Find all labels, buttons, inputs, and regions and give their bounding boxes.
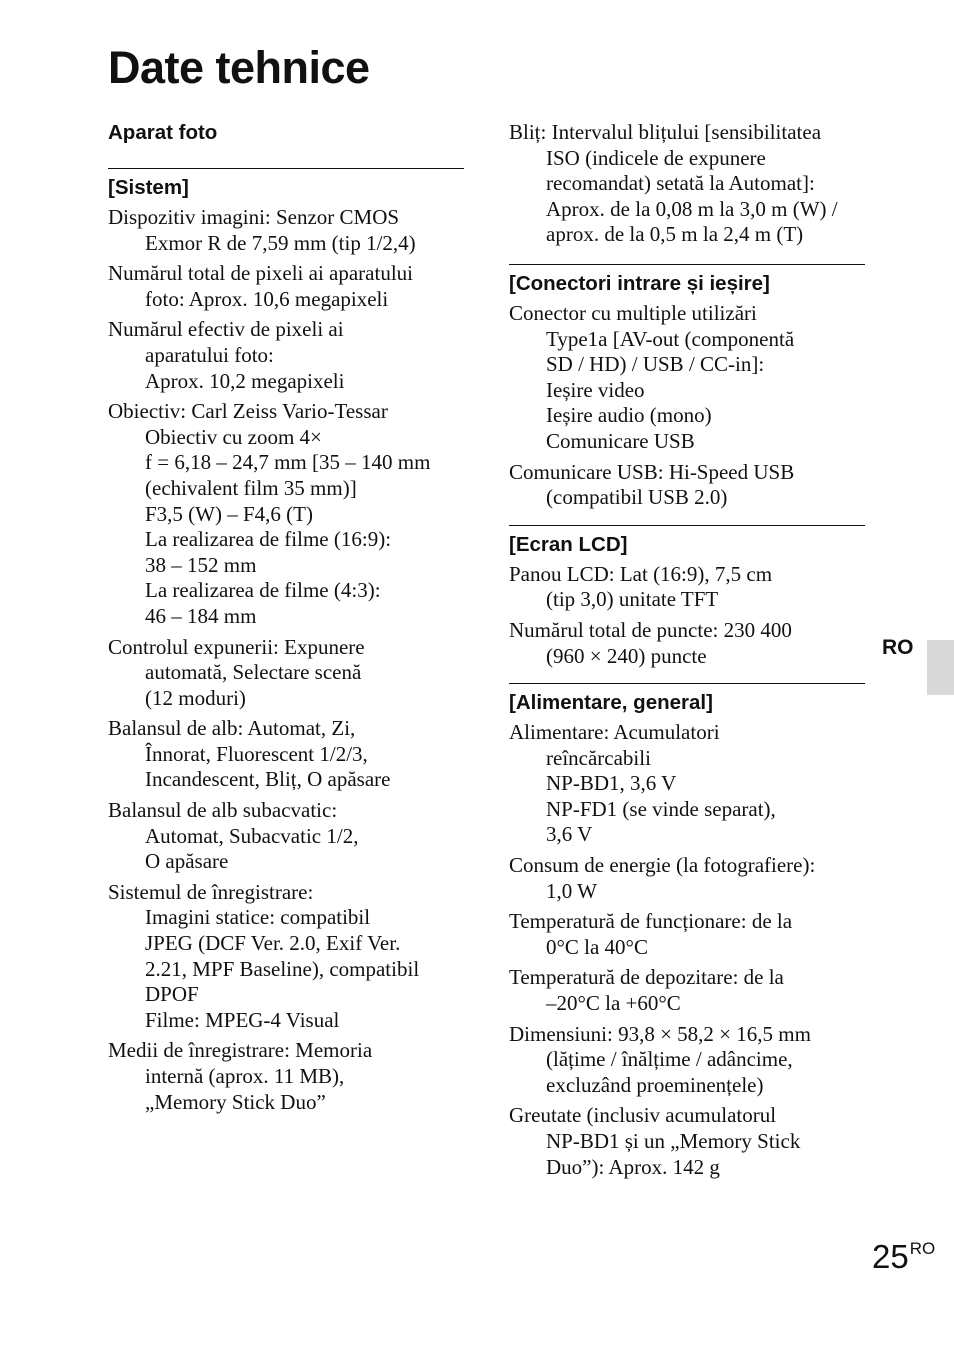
language-tab-marker (927, 640, 954, 695)
spec-list (509, 562, 865, 669)
spec-item-detail: excluzând proeminențele) (546, 1072, 764, 1097)
section-conectori (509, 264, 865, 511)
spec-item-detail: SD / HD) / USB / CC-in]: (546, 352, 765, 377)
spec-item (108, 880, 464, 1034)
spec-item-label: Conector cu multiple utilizări (509, 300, 757, 325)
spec-item (108, 635, 464, 712)
spec-item-detail: Ieșire audio (mono) (546, 403, 712, 428)
spec-item (509, 909, 865, 960)
spec-item-label: Temperatură de funcționare: de la (509, 909, 793, 934)
spec-item (108, 261, 464, 312)
spec-item-label: Alimentare: Acumulatori (509, 720, 720, 745)
spec-list (509, 301, 865, 511)
spec-item-detail: 0°C la 40°C (546, 934, 648, 959)
spec-item-detail: DPOF (145, 982, 199, 1007)
language-tab-label: RO (882, 636, 914, 659)
section-heading-sistem: [Sistem] (108, 168, 464, 201)
spec-item-label: Temperatură de depozitare: de la (509, 965, 784, 990)
spec-item-detail: JPEG (DCF Ver. 2.0, Exif Ver. (145, 931, 401, 956)
spec-list (509, 720, 865, 1180)
spec-item-label: Obiectiv: Carl Zeiss Vario-Tessar (108, 399, 388, 424)
spec-item-detail: aparatului foto: (145, 342, 274, 367)
spec-item-detail: Type1a [AV-out (componentă (546, 326, 795, 351)
spec-item-label: Balansul de alb: Automat, Zi, (108, 716, 356, 741)
section-lcd (509, 525, 865, 669)
spec-item-detail: internă (aprox. 11 MB), (145, 1064, 345, 1088)
spec-item-detail: aprox. de la 0,5 m la 2,4 m (T) (546, 222, 804, 247)
spec-item-detail: (12 moduri) (145, 685, 246, 710)
spec-item-label: Consum de energie (la fotografiere): (509, 853, 816, 878)
spec-item-detail: (compatibil USB 2.0) (546, 485, 728, 510)
spec-item (108, 399, 464, 629)
spec-item-detail: Obiectiv cu zoom 4× (145, 424, 322, 449)
spec-item (509, 965, 865, 1016)
spec-item-label: Panou LCD: Lat (16:9), 7,5 cm (509, 561, 773, 586)
spec-item-detail: „Memory Stick Duo” (145, 1089, 326, 1114)
spec-item-detail: (lățime / înălțime / adâncime, (546, 1047, 793, 1072)
spec-item-detail: f = 6,18 – 24,7 mm [35 – 140 mm (145, 450, 431, 475)
spec-item-detail: O apăsare (145, 849, 229, 874)
spec-item-detail: Comunicare USB (546, 428, 695, 453)
spec-item-detail: Exmor R de 7,59 mm (tip 1/2,4) (145, 230, 416, 255)
spec-item-detail: –20°C la +60°C (546, 991, 681, 1016)
spec-item-detail: NP-BD1, 3,6 V (546, 771, 677, 796)
spec-item-detail: La realizarea de filme (16:9): (145, 527, 392, 552)
page-title: Date tehnice (108, 42, 370, 93)
page-number-value: 25 (872, 1238, 909, 1275)
spec-item-detail: Filme: MPEG-4 Visual (145, 1007, 340, 1032)
spec-item-label: Dimensiuni: 93,8 × 58,2 × 16,5 mm (509, 1021, 811, 1046)
spec-item-detail: (echivalent film 35 mm)] (145, 475, 357, 500)
section-blit (509, 120, 865, 248)
spec-item-detail: Aprox. 10,2 megapixeli (145, 368, 345, 393)
spec-item-detail: Ieșire video (546, 377, 645, 402)
right-column (509, 120, 865, 1185)
spec-item (108, 798, 464, 875)
spec-item-detail: Înnorat, Fluorescent 1/2/3, (145, 741, 368, 766)
spec-item (108, 1038, 464, 1115)
spec-item-detail: (tip 3,0) unitate TFT (546, 587, 719, 612)
spec-item-label: Controlul expunerii: Expunere (108, 634, 365, 659)
spec-item (509, 720, 865, 848)
spec-item (509, 460, 865, 511)
subtitle-aparat-foto: Aparat foto (108, 121, 218, 144)
spec-item (509, 562, 865, 613)
section-heading-conectori: [Conectori intrare și ieșire] (509, 264, 865, 297)
spec-item-label: Numărul total de pixeli ai aparatului (108, 261, 413, 286)
page-number-suffix: RO (909, 1239, 936, 1258)
spec-item-detail: Imagini statice: compatibil (145, 905, 371, 930)
spec-item-label: Balansul de alb subacvatic: (108, 798, 338, 823)
spec-item-label: Bliț: Intervalul blițului [sensibilitatea (509, 120, 822, 144)
spec-item-detail: foto: Aprox. 10,6 megapixeli (145, 286, 389, 311)
section-heading-lcd: [Ecran LCD] (509, 525, 865, 558)
spec-item-label: Numărul total de puncte: 230 400 (509, 617, 792, 642)
spec-item-detail: La realizarea de filme (4:3): (145, 578, 381, 603)
spec-item-detail: (960 × 240) puncte (546, 643, 707, 668)
spec-item (509, 301, 865, 455)
section-alimentare (509, 683, 865, 1180)
section-heading-alimentare: [Alimentare, general] (509, 683, 865, 716)
spec-item (509, 120, 865, 248)
section-sistem (108, 168, 464, 1115)
spec-item-detail: 38 – 152 mm (145, 552, 257, 577)
spec-item-detail: NP-FD1 (se vinde separat), (546, 796, 776, 821)
spec-item-detail: F3,5 (W) – F4,6 (T) (145, 501, 313, 526)
spec-list (108, 205, 464, 1115)
spec-item-label: Comunicare USB: Hi-Speed USB (509, 459, 795, 484)
spec-item-detail: reîncărcabili (546, 745, 651, 770)
spec-list (509, 120, 865, 248)
spec-item (509, 1022, 865, 1099)
spec-item-detail: 2.21, MPF Baseline), compatibil (145, 956, 420, 981)
spec-item-detail: 46 – 184 mm (145, 603, 257, 628)
spec-item (108, 317, 464, 394)
left-column (108, 120, 464, 1120)
page-number (872, 1238, 935, 1276)
spec-item (509, 853, 865, 904)
spec-item-detail: ISO (indicele de expunere (546, 145, 766, 170)
spec-item-label: Sistemul de înregistrare: (108, 879, 314, 904)
spec-item-label: Medii de înregistrare: Memoria (108, 1038, 373, 1063)
spec-item-label: Numărul efectiv de pixeli ai (108, 317, 344, 342)
spec-item-detail: 3,6 V (546, 822, 593, 847)
spec-item-detail: 1,0 W (546, 878, 597, 903)
spec-item (108, 205, 464, 256)
spec-item-detail: automată, Selectare scenă (145, 660, 362, 685)
spec-item-label: Greutate (inclusiv acumulatorul (509, 1103, 777, 1128)
spec-item-label: Dispozitiv imagini: Senzor CMOS (108, 205, 400, 229)
spec-item-detail: Duo”): Aprox. 142 g (546, 1154, 720, 1179)
spec-item-detail: recomandat) setată la Automat]: (546, 171, 815, 196)
spec-item-detail: Aprox. de la 0,08 m la 3,0 m (W) / (546, 196, 838, 221)
spec-item-detail: Automat, Subacvatic 1/2, (145, 823, 359, 848)
spec-item (509, 1103, 865, 1180)
spec-item (509, 618, 865, 669)
spec-item (108, 716, 464, 793)
spec-item-detail: Incandescent, Bliț, O apăsare (145, 767, 391, 792)
spec-item-detail: NP-BD1 și un „Memory Stick (546, 1129, 801, 1153)
